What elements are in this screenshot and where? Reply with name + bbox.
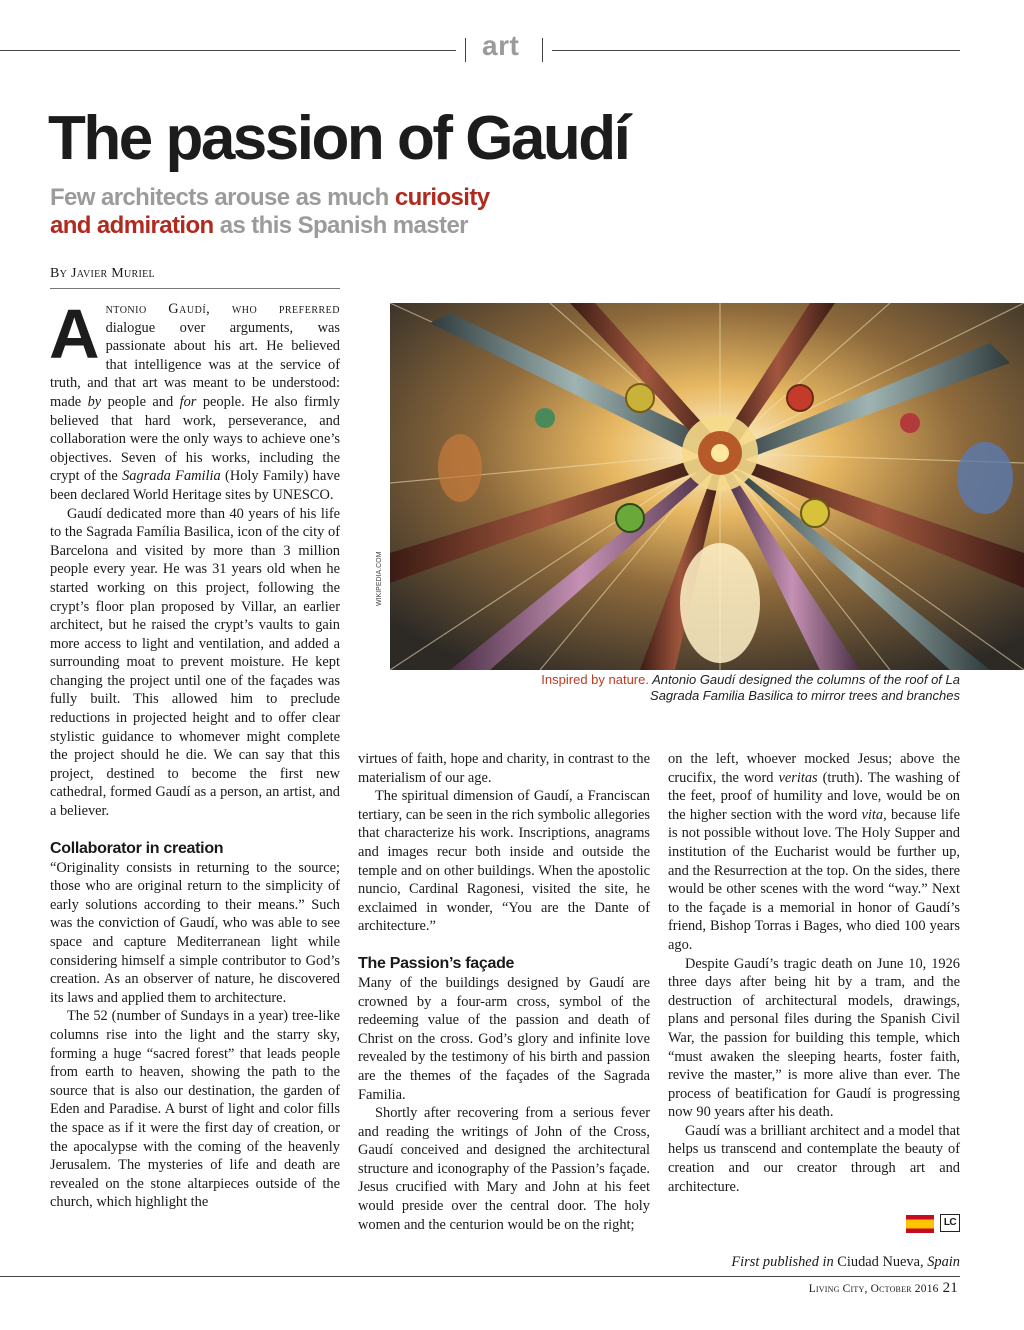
header-divider-right <box>542 38 543 62</box>
col2-paragraph-2: The spiritual dimension of Gaudí, a Franciscan tertiary, can be seen in the rich symbolic allegories that characterize his work. Inscriptions, anagrams and images recur both inside and outside the temple and on other buildings. When the apostolic nuncio, Cardinal Ragonesi, visited the site, he exclaimed in wonder, “You are the Dante of architecture.” <box>358 788 650 935</box>
col1-paragraph-1 <box>49 295 340 505</box>
col1-opening-smallcaps: ntonio Gaudí, who preferred <box>105 301 340 317</box>
column-3 <box>668 750 960 1196</box>
caption-text: Antonio Gaudí designed the columns of the roof of La Sagrada Familia Basilica to mirror trees and branches <box>648 672 960 703</box>
col3-paragraph-1 <box>668 750 960 955</box>
col1-p1-by: by <box>87 393 102 410</box>
col3-p1-text-b: (truth). The washing of the feet, proof of humility and love, would be on the higher section with the word <box>668 769 960 823</box>
spain-flag-icon <box>906 1215 934 1233</box>
col1-p1-sagrada: Sagrada Familia <box>122 468 221 485</box>
attribution-country: Spain <box>927 1254 960 1270</box>
col1-paragraph-4: The 52 (number of Sundays in a year) tree-like columns rise into the light and the starry sky, forming a huge “sacred forest” that leads people from earth to heaven, showing the path to the source that is also our destination, the garden of Eden and Paradise. A burst of light and color fills the space as if it were the first day of creation, or the apocalypse with the coming of the heavenly Jerusalem. The mysteries of life and death are revealed on the stone altarpieces outside of the church, which highlight the <box>50 1008 340 1211</box>
page-footer <box>809 1280 958 1297</box>
subtitle-part2: as this Spanish master <box>213 212 468 239</box>
byline-rule <box>50 288 340 289</box>
col2-paragraph-3: Many of the buildings designed by Gaudí are crowned by a four-arm cross, symbol of the redeeming value of the passion and death of Christ on the cross. God’s glory and infinite love revealed by the testimony of his birth and passion are the themes of the façades of the Sagrada Familia. <box>358 974 650 1103</box>
col3-paragraph-3: Gaudí was a brilliant architect and a model that helps us transcend and contemplate the beauty of creation and our creator through art and architecture. <box>668 1122 960 1195</box>
attribution-source: Ciudad Nueva, <box>833 1254 928 1270</box>
footer-publication: Living City, October 2016 <box>808 1283 939 1295</box>
col1-paragraph-2: Gaudí dedicated more than 40 years of his life to the Sagrada Família Basilica, icon of the city of Barcelona and visited by more than 3 million people every year. He was 31 years old when he started working on this project, following the crypt’s floor plan proposed by Villar, an earlier architect, but he raised the crypt’s vaults to gain more access to light and ventilation, and added a surrounding moat to prevent moisture. He kept changing the project until one of the façades was fully built. This allowed him to preclude reductions in projected height and to offer clear stylistic guidance to whomever might complete the project should he die. We can say that this project, destined to become the first new cathedral, formed Gaudí as a person, an artist, and a believer. <box>50 505 340 820</box>
article-subtitle <box>50 184 610 240</box>
col1-p1-text-c: people. He also firmly believed that hard work, perseverance, and collaboration were the only ways to achieve one’s objectives. Seven of his works, including the crypt of the <box>50 393 340 485</box>
ceiling-illustration <box>390 303 1024 670</box>
page-number: 21 <box>942 1280 958 1296</box>
header-rule-right <box>552 50 960 51</box>
subheading-passion-facade: The Passion’s façade <box>358 954 515 972</box>
attribution-label: First published in <box>731 1254 834 1270</box>
col1-p1-text-d: (Holy Family) have been declared World Heritage sites by UNESCO. <box>50 468 340 503</box>
section-label: art <box>482 30 520 61</box>
column-1 <box>49 295 340 1212</box>
col3-paragraph-2: Despite Gaudí’s tragic death on June 10, 1926 three days after being hit by a tram, and the destruction of architectural models, drawings, plans and personal files during the Spanish Civil War, the passion for building this temple, which “must awaken the sleeping hearts, foster faith, revive the master,” is more alive than ever. The process of beatification for Gaudí is progressing now 90 years after his death. <box>668 955 960 1121</box>
column-2 <box>358 750 650 1234</box>
header-divider-left <box>465 38 466 62</box>
photo-credit: WIKIPEDIA.COM <box>376 551 383 606</box>
living-city-logo: LC <box>940 1214 960 1232</box>
drop-cap: A <box>49 295 100 373</box>
article-title: The passion of Gaudí <box>48 104 629 173</box>
photo-caption <box>520 672 960 704</box>
subtitle-highlight1: curiosity <box>394 184 490 211</box>
attribution <box>668 1254 960 1271</box>
col1-paragraph-3: “Originality consists in returning to the source; those who are original return to the simplicity of early solutions according to their means.” Such was the conviction of Gaudí, who was able to see space and capture Mediterranean light while considering himself a simple contributor to God’s creation. As an observer of nature, he discovered its laws and applied them to architecture. <box>50 859 340 1006</box>
col3-p1-veritas: veritas <box>778 769 818 786</box>
col3-p1-text-c: because life is not possible without love. The Holy Supper and institution of the Eucharist would be further up, and the Resurrection at the top. On the sides, there would be other scenes with the word “way.” Next to the façade is a memorial in honor of Gaudí’s friend, Bishop Torras i Bages, who died 100 years ago. <box>668 806 960 953</box>
subheading-collaborator: Collaborator in creation <box>50 839 224 857</box>
subtitle-part1: Few architects arouse as much <box>50 184 395 211</box>
col1-p1-for: for <box>179 393 197 410</box>
caption-lead: Inspired by nature. <box>541 672 649 687</box>
col2-paragraph-4: Shortly after recovering from a serious fever and reading the writings of John of the Cross, Gaudí conceived and designed the architectural structure and iconography of the Passion’s façade. Jesus crucified with Mary and John at his feet would preside over the central door. The holy women and the centurion would be on the right; <box>358 1105 650 1233</box>
col2-paragraph-1: virtues of faith, hope and charity, in contrast to the materialism of our age. <box>358 751 650 786</box>
col1-p1-text-b: people and <box>101 393 180 410</box>
header-rule-left <box>0 50 456 51</box>
col3-p1-vita: vita, <box>861 806 887 823</box>
byline: By Javier Muriel <box>50 266 155 281</box>
col3-p1-text-a: on the left, whoever mocked Jesus; above the crucifix, the word <box>668 751 960 786</box>
footer-rule <box>0 1276 960 1277</box>
col1-p1-text-a: dialogue over arguments, was passionate about his art. He believed that intelligence was at the service of truth, and that art was meant to be understood: made <box>50 319 340 410</box>
subtitle-highlight2: and admiration <box>50 212 214 239</box>
basilica-ceiling-photo <box>390 303 1024 670</box>
